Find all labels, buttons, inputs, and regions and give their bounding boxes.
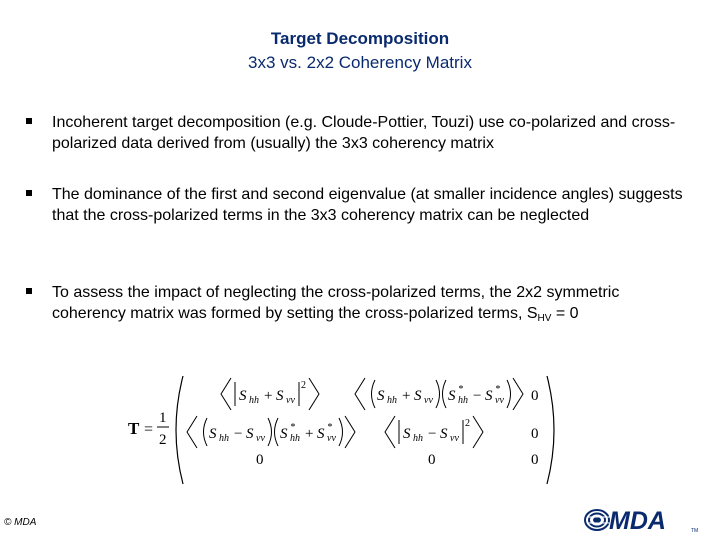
svg-text:S: S	[440, 426, 448, 442]
mda-logo	[583, 505, 701, 540]
bullet-text: Incoherent target decomposition (e.g. Cloude-Pottier, Touzi) use co-polarized and cross-polarized data derived from (usually) the 3x3 coherency matrix	[52, 114, 676, 152]
svg-text:+: +	[402, 388, 411, 404]
bullet-text: The dominance of the first and second eigenvalue (at smaller incidence angles) suggests that the cross-polarized terms in the 3x3 coherency matrix can be neglected	[52, 186, 683, 224]
svg-text:−: −	[428, 426, 437, 442]
svg-text:S: S	[414, 388, 422, 404]
svg-text:*: *	[327, 422, 332, 433]
fraction-denominator: 2	[159, 432, 167, 448]
svg-text:vv: vv	[495, 395, 504, 406]
svg-text:S: S	[485, 388, 493, 404]
matrix-entry-t21	[187, 416, 355, 448]
svg-text:S: S	[209, 426, 217, 442]
svg-text:S: S	[317, 426, 325, 442]
svg-text:*: *	[458, 384, 463, 395]
svg-text:hh: hh	[387, 395, 397, 406]
svg-text:*: *	[495, 384, 500, 395]
matrix-entry-t13: 0	[531, 388, 539, 404]
svg-text:S: S	[246, 426, 254, 442]
svg-text:2: 2	[301, 380, 306, 391]
bullet-marker	[26, 118, 32, 124]
matrix-entry-t11	[221, 378, 319, 410]
matrix-entry-t23: 0	[531, 426, 539, 442]
bullet-marker	[26, 190, 32, 196]
svg-text:+: +	[305, 426, 314, 442]
svg-text:−: −	[473, 388, 482, 404]
matrix-entry-t22	[385, 416, 483, 448]
svg-text:vv: vv	[256, 433, 265, 444]
svg-text:=: =	[144, 421, 154, 438]
svg-text:vv: vv	[286, 395, 295, 406]
svg-text:TM: TM	[691, 528, 699, 534]
svg-text:S: S	[377, 388, 385, 404]
logo-swirl-icon	[585, 510, 611, 530]
svg-text:vv: vv	[424, 395, 433, 406]
svg-text:*: *	[290, 422, 295, 433]
svg-text:vv: vv	[327, 433, 336, 444]
matrix-entry-t12	[355, 378, 523, 410]
slide-subtitle: 3x3 vs. 2x2 Coherency Matrix	[248, 53, 472, 72]
coherency-matrix-equation	[125, 372, 565, 488]
svg-text:hh: hh	[219, 433, 229, 444]
svg-text:S: S	[239, 388, 247, 404]
equation-lhs: T	[128, 419, 140, 438]
svg-text:hh: hh	[249, 395, 259, 406]
svg-text:hh: hh	[413, 433, 423, 444]
bullet-text: To assess the impact of neglecting the cross-polarized terms, the 2x2 symmetric coherency matrix was formed by setting the cross-polarized terms, $S_{HV} = 0$	[52, 284, 620, 324]
svg-text:MDA: MDA	[609, 507, 666, 535]
svg-text:S: S	[276, 388, 284, 404]
matrix-entry-t33: 0	[531, 452, 539, 468]
svg-text:hh: hh	[290, 433, 300, 444]
copyright-footer: © MDA	[4, 517, 37, 528]
bullet-marker	[26, 288, 32, 294]
svg-text:−: −	[234, 426, 243, 442]
slide-title: Target Decomposition	[270, 29, 450, 48]
svg-text:S: S	[448, 388, 456, 404]
svg-text:hh: hh	[458, 395, 468, 406]
svg-text:vv: vv	[450, 433, 459, 444]
matrix-entry-t31: 0	[256, 452, 264, 468]
svg-text:S: S	[403, 426, 411, 442]
svg-text:2: 2	[465, 418, 470, 429]
svg-text:S: S	[280, 426, 288, 442]
fraction-numerator: 1	[159, 410, 167, 426]
matrix-entry-t32: 0	[428, 452, 436, 468]
svg-text:+: +	[264, 388, 273, 404]
